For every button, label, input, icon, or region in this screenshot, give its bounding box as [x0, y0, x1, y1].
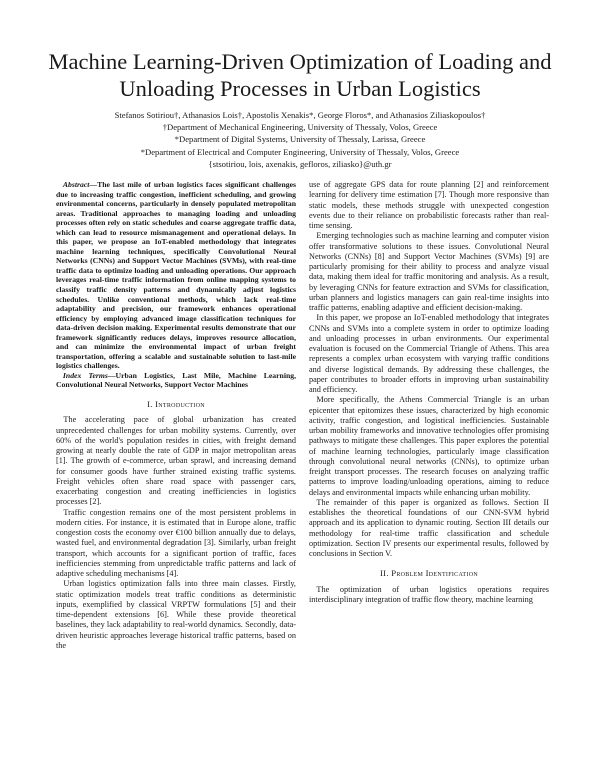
paragraph: The optimization of urban logistics operations requires interdisciplinary integration of traffic flow theory, machine learning: [309, 584, 549, 604]
right-column: [309, 180, 549, 605]
index-terms-text: —Urban Logistics, Last Mile, Machine Learning, Convolutional Neural Networks, Support Vector Machines: [56, 370, 296, 390]
section-heading-introduction: I. Introduction: [147, 399, 205, 410]
abstract-text: —The last mile of urban logistics faces significant challenges due to increasing traffic congestion, inefficient scheduling, and growing environmental concerns, particularly in densely populated metropolitan areas. Traditional approaches to managing loading and unloading processes often rely on static schedules and coarse aggregate traffic data, which can lead to resource mismanagement and operational delays. In this paper, we propose an IoT-enabled methodology that integrates machine learning techniques, specifically Convolutional Neural Networks (CNNs) and Support Vector Machines (SVMs), with real-time traffic data to optimize loading and unloading operations. Our approach leverages real-time traffic information from online mapping systems to classify traffic density patterns and dynamically adjust logistics schedules. Unlike conventional methods, which lack real-time adaptability and precision, our framework enhances operational efficiency by employing advanced image classification techniques for data-driven decision making. Experimental results demonstrate that our framework significantly reduces delays, improves resource allocation, and can minimize the environmental impact of urban freight transportation, offering a scalable and sustainable solution to last-mile logistics challenges.: [56, 180, 296, 371]
section-heading-problem-identification: II. Problem Identification: [380, 568, 478, 579]
paragraph: Urban logistics optimization falls into three main classes. Firstly, static optimization models treat traffic conditions as deterministic inputs, exemplified by classical VRPTW formulations [5] and their time-dependent extensions [6]. While these provide theoretical baselines, they lack adaptability to real-world dynamics. Secondly, data-driven heuristic approaches leverage historical traffic patterns, based on the: [56, 579, 296, 650]
index-terms: [56, 371, 296, 390]
author-emails: {stsotiriou, lois, axenakis, gefloros, ziliasko}@uth.gr: [208, 158, 392, 169]
left-column: [56, 180, 296, 651]
author-names: Stefanos Sotiriou†, Athanasios Lois†, Apostolis Xenakis*, George Floros*, and Athanasios Ziliaskopoulos†: [114, 110, 486, 120]
paragraph: In this paper, we propose an IoT-enabled methodology that integrates CNNs and SVMs into a complete system in order to optimize loading and unloading processes in urban environments. Our experimental evaluation is focused on the Commercial Triangle of Athens. This area represents a complex urban ecosystem with varying traffic conditions and diverse logistical demands. By addressing these challenges, the paper contributes to broader efforts in improving urban sustainability and efficiency.: [309, 313, 549, 394]
affiliation-3: *Department of Electrical and Computer Engineering, University of Thessaly, Volos, Greece: [140, 146, 460, 157]
author-block: [40, 109, 560, 170]
index-terms-label: Index Terms: [62, 370, 108, 380]
paragraph: use of aggregate GPS data for route planning [2] and reinforcement learning for delivery time estimation [7]. Though more responsive than static models, these methods struggle with unexpected congestion events due to their reliance on probabilistic forecasts rather than real-time sensing.: [309, 180, 549, 230]
paragraph: More specifically, the Athens Commercial Triangle is an urban epicenter that epitomizes these issues, characterized by high economic activity, traffic congestion, and logistical inefficiencies. Sustainable urban mobility frameworks and innovative technologies offer promising pathways to mitigate these challenges. This paper explores the potential of machine learning technologies, particularly image classification through convolutional neural networks (CNNs), to optimize urban freight transport processes. The research focuses on analyzing traffic patterns to improve loading/unloading operations, aiming to reduce delays and environmental impacts while enhancing urban mobility.: [309, 395, 549, 497]
paragraph: Traffic congestion remains one of the most persistent problems in modern cities. For instance, it is estimated that in Europe alone, traffic congestion costs the economy over €100 billion annually due to delays, wasted fuel, and environmental degradation [3]. Similarly, urban freight transport, which accounts for a significant portion of traffic, faces inefficiencies stemming from unpredictable traffic patterns and lack of adaptive scheduling mechanisms [4].: [56, 507, 296, 579]
paragraph: Emerging technologies such as machine learning and computer vision offer transformative solutions to these issues. Convolutional Neural Networks (CNNs) [8] and Support Vector Machines (SVMs) [9] are particularly promising for their ability to process and analyze visual data, making them ideal for traffic monitoring and analysis. As a result, by leveraging CNNs for feature extraction and SVMs for classification, urban planners and logistics managers can gain real-time insights into traffic patterns, enabling adaptive and efficient decision-making.: [309, 231, 549, 312]
affiliation-1: †Department of Mechanical Engineering, University of Thessaly, Volos, Greece: [162, 122, 438, 133]
abstract-label: Abstract: [62, 180, 90, 189]
paragraph: The remainder of this paper is organized as follows. Section II establishes the theoretical foundations of our CNN-SVM hybrid approach and its application to dynamic routing. Section III details our methodology for real-time traffic classification and schedule optimization. Section IV presents our experimental results, followed by conclusions in Section V.: [309, 497, 549, 558]
affiliation-2: *Department of Digital Systems, University of Thessaly, Larissa, Greece: [174, 134, 426, 145]
paper-title: Machine Learning-Driven Optimization of Loading and Unloading Processes in Urban Logistics: [48, 49, 552, 101]
abstract: [56, 180, 296, 371]
paragraph: The accelerating pace of global urbanization has created unprecedented challenges for urban mobility systems. Currently, over 60% of the world's population resides in cities, with freight demand growing at nearly double the rate of GDP in major metropolitan areas [1]. The growth of e-commerce, urban sprawl, and increasing demand for consumer goods have further strained existing traffic systems. Freight vehicles often share road space with passenger cars, exacerbating congestion and creating inefficiencies in logistics processes [2].: [56, 415, 296, 507]
